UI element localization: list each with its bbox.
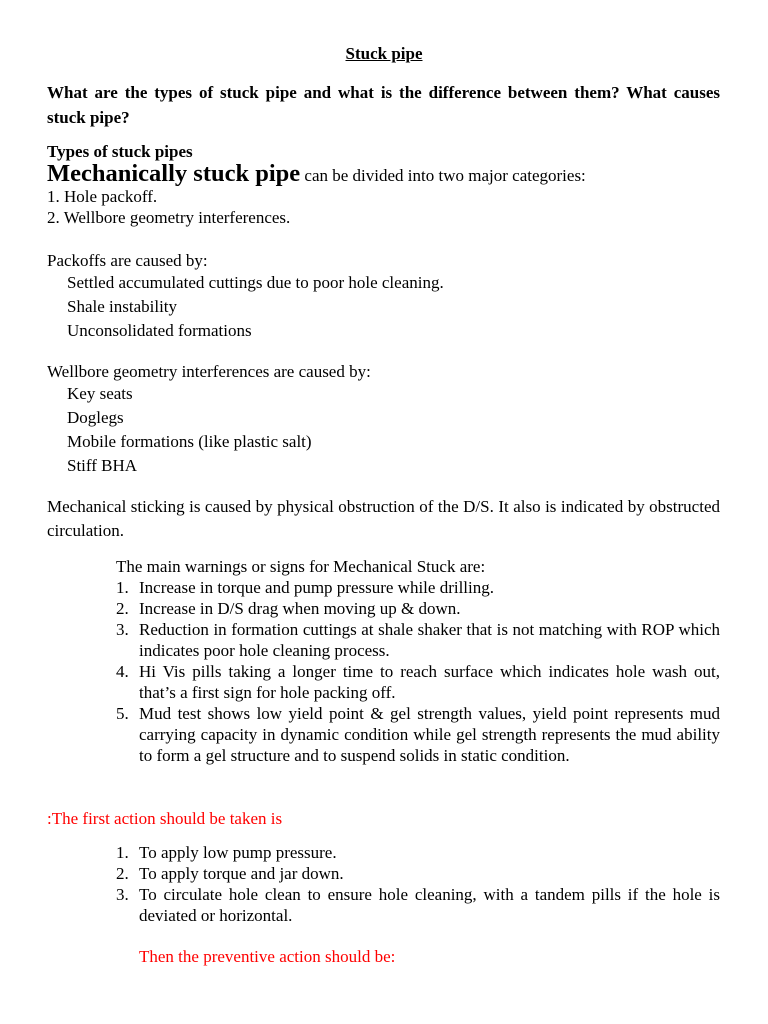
mechanical-term: Mechanically stuck pipe (47, 160, 301, 187)
packoff-cause: Shale instability (67, 297, 178, 316)
warning-item (116, 703, 720, 766)
packoff-cause: Unconsolidated formations (67, 321, 252, 340)
packoffs-section (47, 250, 720, 343)
mechanical-intro (47, 160, 720, 187)
action-item (116, 863, 720, 884)
first-action-heading: :The first action should be taken is (47, 809, 283, 828)
warning-text: Increase in D/S drag when moving up & down. (139, 599, 461, 618)
types-heading: Types of stuck pipes (47, 142, 193, 161)
preventive-action-heading: Then the preventive action should be: (139, 947, 396, 966)
list-number: 2. (116, 864, 129, 883)
list-number: 1. (116, 843, 129, 862)
warning-item (116, 598, 720, 619)
actions-section (116, 842, 720, 926)
warnings-section (116, 556, 720, 766)
list-number: 3. (116, 620, 129, 639)
category-item: 2. Wellbore geometry interferences. (47, 208, 291, 227)
mechanical-intro-rest: can be divided into two major categories: (300, 166, 586, 185)
packoffs-heading: Packoffs are caused by: (47, 251, 208, 270)
list-number: 2. (116, 599, 129, 618)
question-heading: What are the types of stuck pipe and what is the difference between them? What causes stuck pipe? (47, 83, 720, 127)
action-text: To circulate hole clean to ensure hole cleaning, with a tandem pills if the hole is deviated or horizontal. (139, 885, 720, 925)
wellbore-cause: Mobile formations (like plastic salt) (67, 432, 312, 451)
warning-text: Mud test shows low yield point & gel strength values, yield point represents mud carrying capacity in dynamic condition while gel strength represents the mud ability to form a gel structure and to suspend solids in static condition. (139, 704, 720, 765)
mechanical-section (47, 160, 720, 228)
page-title: Stuck pipe (345, 44, 423, 63)
category-item: 1. Hole packoff. (47, 187, 158, 206)
warning-item (116, 619, 720, 661)
warning-item (116, 577, 720, 598)
warning-item (116, 661, 720, 703)
list-number: 5. (116, 704, 129, 723)
action-item (116, 884, 720, 926)
warning-text: Hi Vis pills taking a longer time to reach surface which indicates hole wash out, that’s a first sign for hole packing off. (139, 662, 720, 702)
mechanical-sticking-paragraph: Mechanical sticking is caused by physical obstruction of the D/S. It also is indicated by obstructed circulation. (47, 497, 720, 540)
warning-text: Increase in torque and pump pressure while drilling. (139, 578, 495, 597)
warnings-list (116, 577, 720, 766)
wellbore-section (47, 361, 720, 478)
action-text: To apply torque and jar down. (139, 864, 344, 883)
action-text: To apply low pump pressure. (139, 843, 337, 862)
warnings-heading: The main warnings or signs for Mechanical Stuck are: (116, 557, 486, 576)
wellbore-cause: Stiff BHA (67, 456, 138, 475)
actions-list (116, 842, 720, 926)
list-number: 3. (116, 885, 129, 904)
list-number: 1. (116, 578, 129, 597)
wellbore-heading: Wellbore geometry interferences are caused by: (47, 362, 371, 381)
action-item (116, 842, 720, 863)
warning-text: Reduction in formation cuttings at shale shaker that is not matching with ROP which indicates poor hole cleaning process. (139, 620, 720, 660)
list-number: 4. (116, 662, 129, 681)
wellbore-cause: Doglegs (67, 408, 124, 427)
packoff-cause: Settled accumulated cuttings due to poor hole cleaning. (67, 273, 444, 292)
wellbore-cause: Key seats (67, 384, 133, 403)
